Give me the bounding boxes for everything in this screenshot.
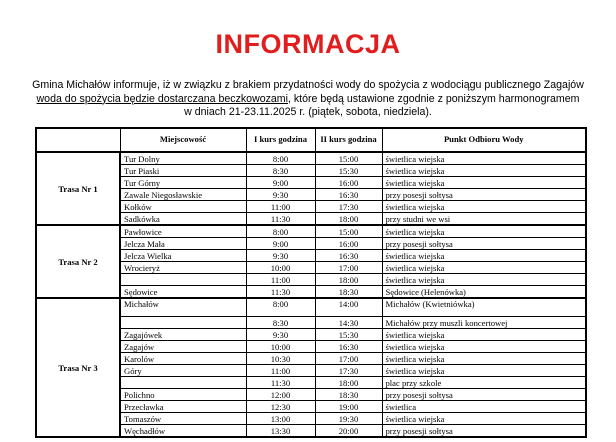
locality-cell: Zagajówek — [120, 329, 246, 341]
second-run-time: 17:00 — [315, 262, 382, 274]
first-run-time: 11:00 — [246, 274, 315, 286]
locality-cell: Pawłowice — [120, 225, 246, 238]
locality-cell: Węchadłów — [120, 425, 246, 438]
table-row — [36, 225, 586, 238]
first-run-time: 9:00 — [246, 177, 315, 189]
first-run-time: 12:00 — [246, 389, 315, 401]
first-run-time: 9:30 — [246, 250, 315, 262]
second-run-time: 20:00 — [315, 425, 382, 438]
pickup-point-cell: świetlica wiejska — [382, 165, 586, 177]
second-run-time: 16:30 — [315, 189, 382, 201]
intro-line-2-rest: , które będą ustawione zgodnie z poniższym harmonogramem — [287, 92, 580, 105]
second-run-time: 14:00 — [315, 298, 382, 317]
second-run-time: 17:00 — [315, 353, 382, 365]
second-run-time: 17:30 — [315, 201, 382, 213]
locality-cell: Zagajów — [120, 341, 246, 353]
second-run-time: 19:30 — [315, 413, 382, 425]
locality-cell: Tur Piaski — [120, 165, 246, 177]
first-run-time: 11:30 — [246, 213, 315, 226]
first-run-time: 10:00 — [246, 262, 315, 274]
header-locality: Miejscowość — [120, 128, 246, 152]
pickup-point-cell: przy posesji sołtysa — [382, 238, 586, 250]
table-row — [36, 298, 586, 317]
locality-cell: Kołków — [120, 201, 246, 213]
second-run-time: 15:00 — [315, 225, 382, 238]
pickup-point-cell: świetlica wiejska — [382, 365, 586, 377]
pickup-point-cell: świetlica wiejska — [382, 329, 586, 341]
locality-cell: Przecławka — [120, 401, 246, 413]
second-run-time: 15:30 — [315, 165, 382, 177]
second-run-time: 17:30 — [315, 365, 382, 377]
second-run-time: 18:00 — [315, 377, 382, 389]
locality-cell: Karolów — [120, 353, 246, 365]
first-run-time: 11:00 — [246, 201, 315, 213]
locality-cell: Jelcza Mała — [120, 238, 246, 250]
pickup-point-cell: świetlica wiejska — [382, 225, 586, 238]
locality-cell: Jelcza Wielka — [120, 250, 246, 262]
first-run-time: 13:00 — [246, 413, 315, 425]
first-run-time: 8:00 — [246, 298, 315, 317]
route-name: Trasa Nr 3 — [36, 298, 120, 437]
pickup-point-cell: świetlica wiejska — [382, 341, 586, 353]
pickup-point-cell: świetlica wiejska — [382, 250, 586, 262]
pickup-point-cell: świetlica wiejska — [382, 262, 586, 274]
second-run-time: 18:30 — [315, 286, 382, 299]
locality-cell: Tomaszów — [120, 413, 246, 425]
second-run-time: 19:00 — [315, 401, 382, 413]
first-run-time: 10:00 — [246, 341, 315, 353]
intro-underlined-text: woda do spożycia będzie dostarczana beczkowozami — [36, 92, 288, 105]
locality-cell: Michałów — [120, 298, 246, 317]
intro-line-3: w dniach 21-23.11.2025 r. (piątek, sobota, niedziela). — [184, 106, 432, 119]
intro-text — [18, 79, 598, 120]
intro-line-2 — [18, 93, 598, 107]
first-run-time: 8:00 — [246, 225, 315, 238]
locality-cell: Polichno — [120, 389, 246, 401]
second-run-time: 18:30 — [315, 389, 382, 401]
first-run-time: 11:30 — [246, 286, 315, 299]
second-run-time: 15:30 — [315, 329, 382, 341]
second-run-time: 18:00 — [315, 274, 382, 286]
locality-cell: Góry — [120, 365, 246, 377]
pickup-point-cell: świetlica wiejska — [382, 201, 586, 213]
pickup-point-cell: Sędowice (Helenówka) — [382, 286, 586, 299]
intro-line-1: Gmina Michałów informuje, iż w związku z brakiem przydatności wody do spożycia z wodociągu publicznego Zagajów — [32, 79, 584, 91]
first-run-time: 8:30 — [246, 317, 315, 329]
locality-cell — [120, 317, 246, 329]
pickup-point-cell: przy posesji sołtysa — [382, 189, 586, 201]
pickup-point-cell: Michałów (Kwietniówka) — [382, 298, 586, 317]
first-run-time: 9:00 — [246, 238, 315, 250]
schedule-table — [35, 127, 587, 438]
first-run-time: 13:30 — [246, 425, 315, 438]
second-run-time: 18:00 — [315, 213, 382, 226]
notice-title: INFORMACJA — [215, 29, 401, 59]
pickup-point-cell: świetlica wiejska — [382, 274, 586, 286]
route-name: Trasa Nr 2 — [36, 225, 120, 298]
locality-cell — [120, 274, 246, 286]
pickup-point-cell: świetlica wiejska — [382, 152, 586, 165]
locality-cell: Wrocieryż — [120, 262, 246, 274]
locality-cell: Sadkówka — [120, 213, 246, 226]
first-run-time: 8:00 — [246, 152, 315, 165]
locality-cell: Tur Górny — [120, 177, 246, 189]
table-row — [36, 152, 586, 165]
locality-cell: Zawale Niegosławskie — [120, 189, 246, 201]
first-run-time: 9:30 — [246, 329, 315, 341]
second-run-time: 15:00 — [315, 152, 382, 165]
first-run-time: 9:30 — [246, 189, 315, 201]
table-header-row — [36, 128, 586, 152]
pickup-point-cell: przy posesji sołtysa — [382, 389, 586, 401]
first-run-time: 11:30 — [246, 377, 315, 389]
first-run-time: 8:30 — [246, 165, 315, 177]
pickup-point-cell: Michałów przy muszli koncertowej — [382, 317, 586, 329]
pickup-point-cell: świetlica — [382, 401, 586, 413]
header-pickup-point: Punkt Odbioru Wody — [382, 128, 586, 152]
header-first-run: I kurs godzina — [246, 128, 315, 152]
first-run-time: 10:30 — [246, 353, 315, 365]
first-run-time: 12:30 — [246, 401, 315, 413]
second-run-time: 16:30 — [315, 250, 382, 262]
second-run-time: 16:00 — [315, 177, 382, 189]
header-route — [36, 128, 120, 152]
schedule-body — [36, 152, 586, 437]
header-second-run: II kurs godzina — [315, 128, 382, 152]
pickup-point-cell: świetlica wiejska — [382, 177, 586, 189]
second-run-time: 16:30 — [315, 341, 382, 353]
locality-cell: Sędowice — [120, 286, 246, 299]
locality-cell: Tur Dolny — [120, 152, 246, 165]
pickup-point-cell: świetlica wiejska — [382, 353, 586, 365]
second-run-time: 14:30 — [315, 317, 382, 329]
first-run-time: 11:00 — [246, 365, 315, 377]
second-run-time: 16:00 — [315, 238, 382, 250]
route-name: Trasa Nr 1 — [36, 152, 120, 225]
pickup-point-cell: świetlica wiejska — [382, 413, 586, 425]
pickup-point-cell: plac przy szkole — [382, 377, 586, 389]
pickup-point-cell: przy posesji sołtysa — [382, 425, 586, 438]
locality-cell — [120, 377, 246, 389]
pickup-point-cell: przy studni we wsi — [382, 213, 586, 226]
